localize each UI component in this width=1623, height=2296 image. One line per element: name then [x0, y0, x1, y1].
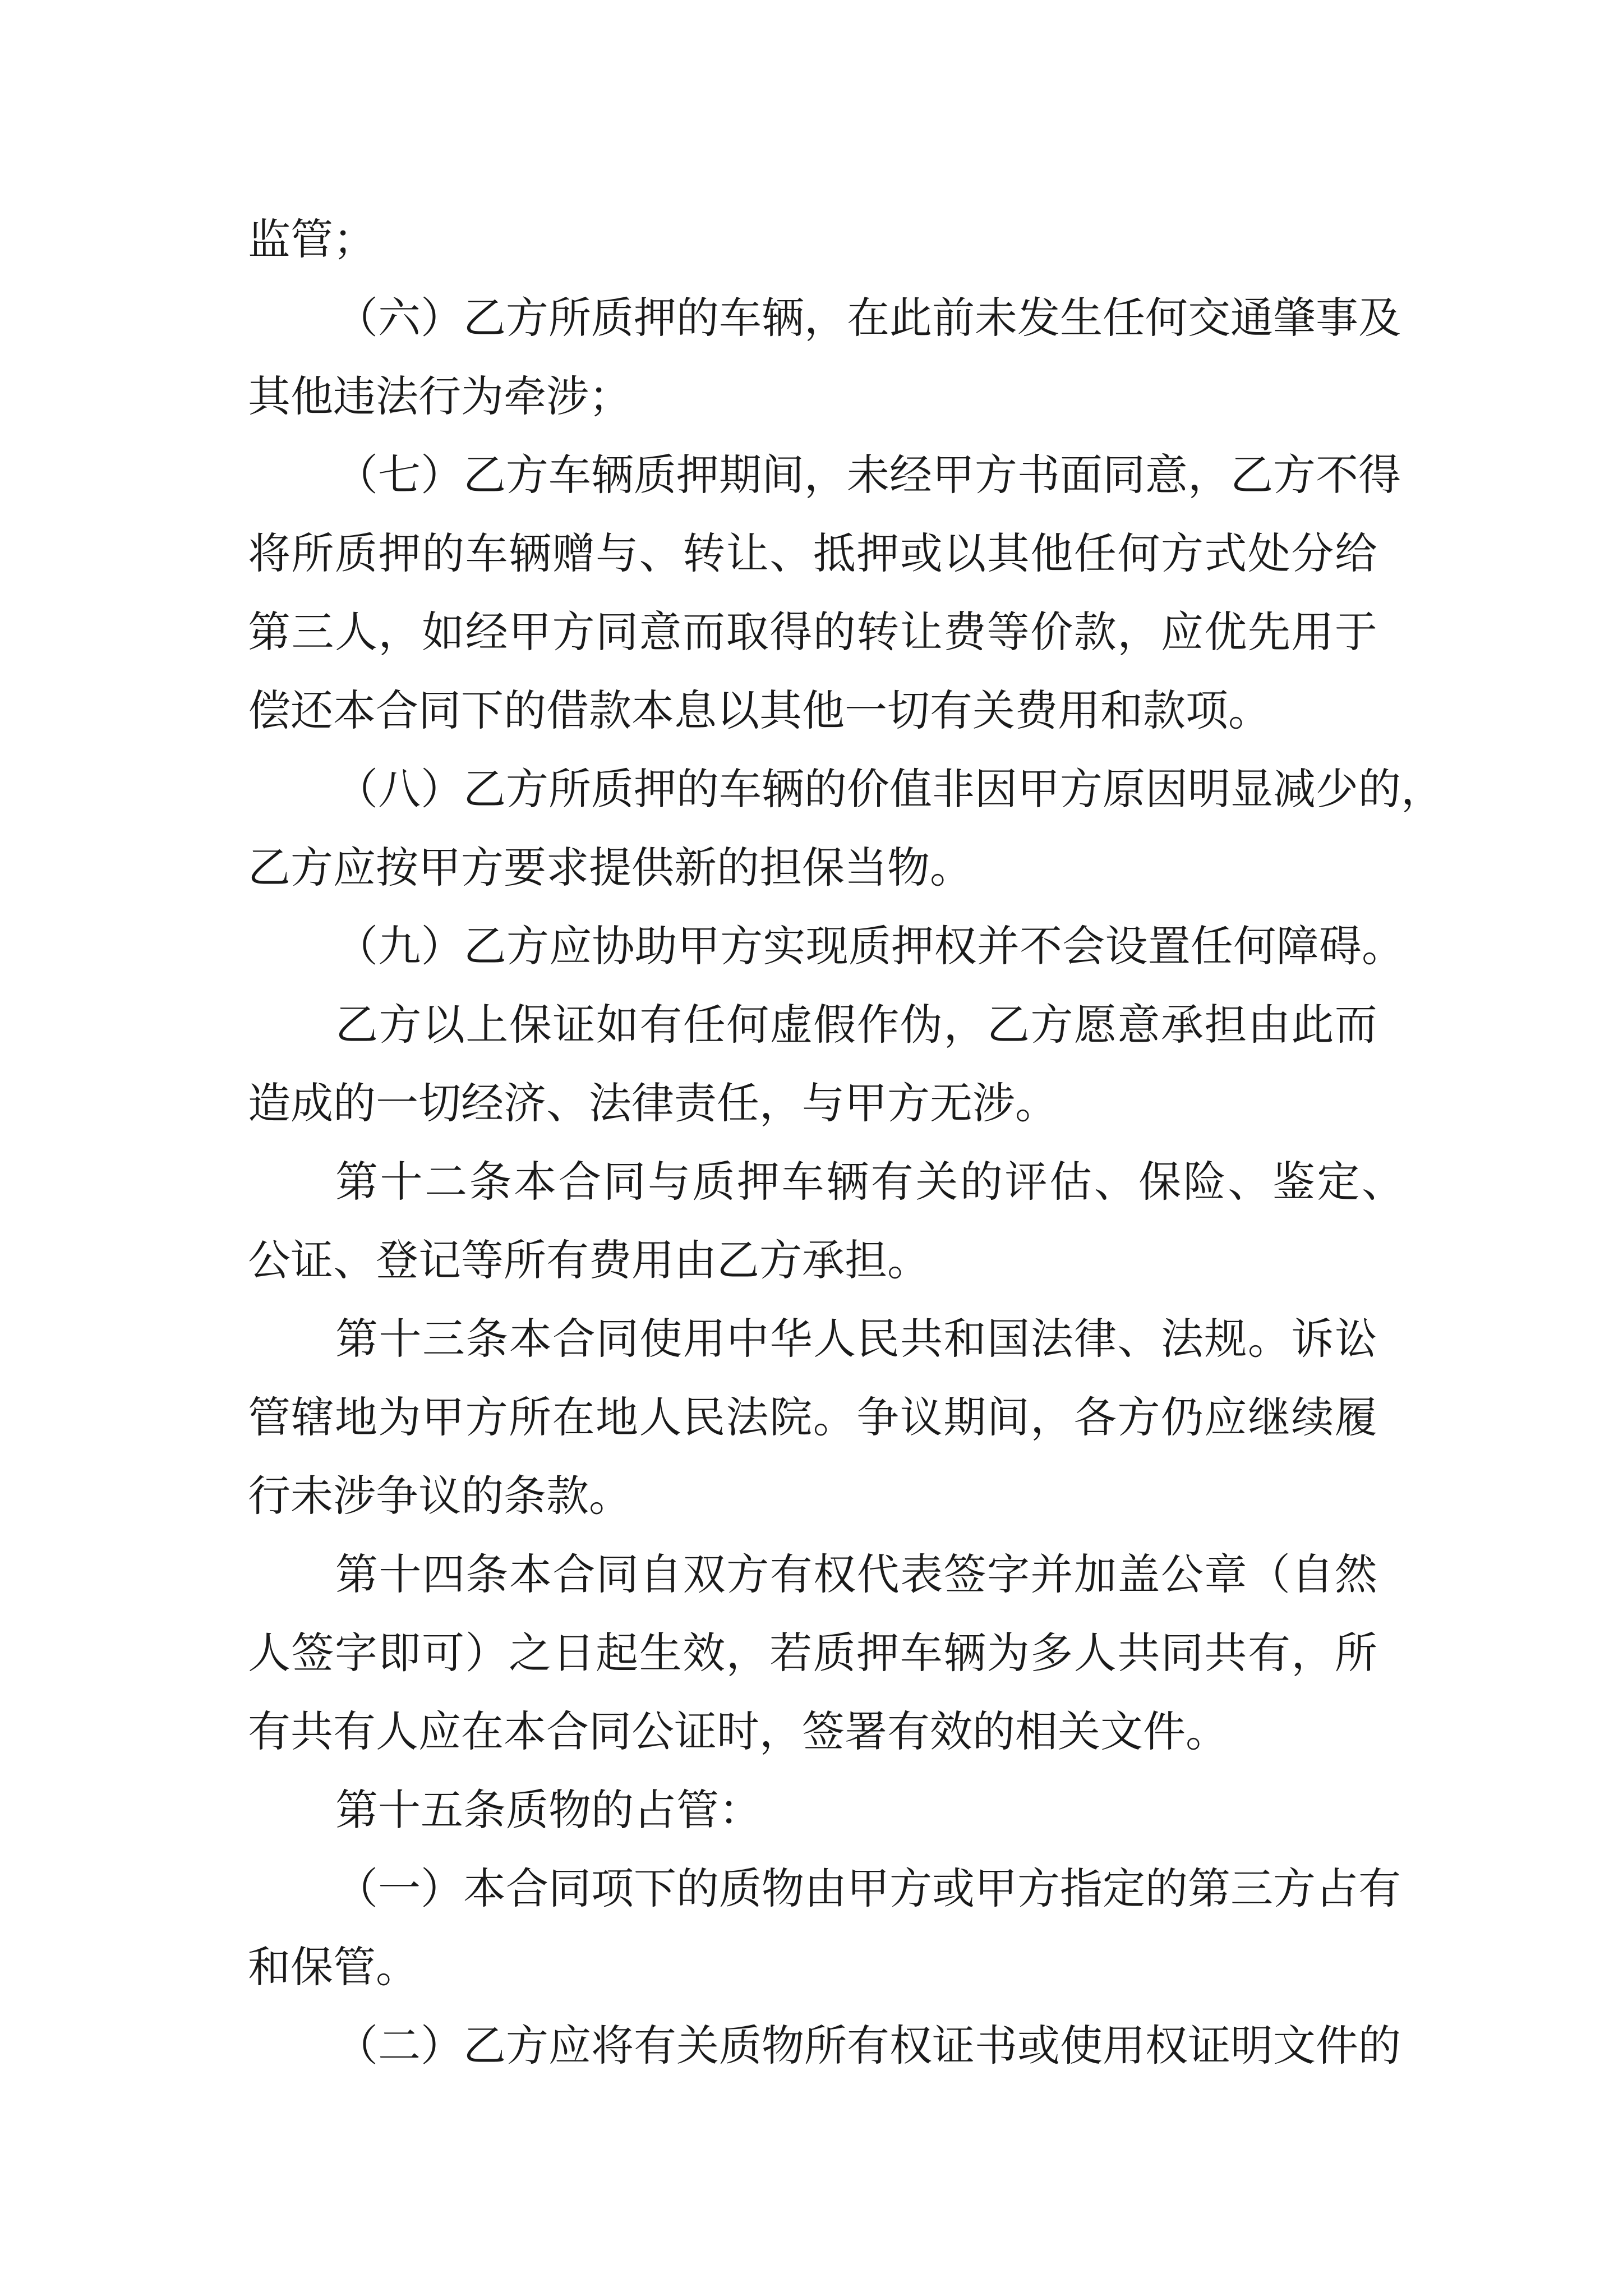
text-line-10: （ 九 ） 乙 方 应 协 助 甲 方 实 现 质 押 权 并 不 会 设 置 任 何 障 碍 。: [335, 921, 1404, 971]
text-line-2: （ 六 ） 乙 方 所 质 押 的 车 辆 ， 在 此 前 未 发 生 任 何 交 通 肇 事 及: [335, 293, 1401, 343]
text-line-18: 第 十 四 条 本 合 同 自 双 方 有 权 代 表 签 字 并 加 盖 公 章 （ 自 然: [335, 1549, 1377, 1599]
text-line-23: 和保管。: [248, 1942, 418, 1992]
text-line-3: 其他违法行为牵涉；: [248, 371, 631, 421]
text-line-4: （ 七 ） 乙 方 车 辆 质 押 期 间 ， 未 经 甲 方 书 面 同 意 ， 乙 方 不 得: [335, 450, 1401, 500]
text-line-13: 第 十 二 条 本 合 同 与 质 押 车 辆 有 关 的 评 估 、 保 险 、 鉴 定 、: [335, 1157, 1404, 1207]
text-line-20: 有共有人应在本合同公证时，签署有效的相关文件。: [248, 1706, 1228, 1756]
text-line-8: （ 八 ） 乙 方 所 质 押 的 车 辆 的 价 值 非 因 甲 方 原 因 明 显 减 少 的 ，: [335, 764, 1444, 814]
text-line-24: （ 二 ） 乙 方 应 将 有 关 质 物 所 有 权 证 书 或 使 用 权 证 明 文 件 的: [335, 2021, 1401, 2070]
text-line-5: 将 所 质 押 的 车 辆 赠 与 、 转 让 、 抵 押 或 以 其 他 任 何 方 式 处 分 给: [248, 528, 1377, 578]
text-line-1: 监管；: [248, 214, 376, 264]
text-line-22: （ 一 ） 本 合 同 项 下 的 质 物 由 甲 方 或 甲 方 指 定 的 第 三 方 占 有: [335, 1864, 1401, 1913]
text-line-12: 造成的一切经济、法律责任，与甲方无涉。: [248, 1078, 1058, 1128]
text-line-11: 乙 方 以 上 保 证 如 有 任 何 虚 假 作 伪 ， 乙 方 愿 意 承 担 由 此 而: [335, 1000, 1377, 1050]
text-line-14: 公证、登记等所有费用由乙方承担。: [248, 1235, 930, 1285]
text-line-15: 第 十 三 条 本 合 同 使 用 中 华 人 民 共 和 国 法 律 、 法 规 。 诉 讼: [335, 1314, 1377, 1364]
text-line-19: 人 签 字 即 可 ） 之 日 起 生 效 ， 若 质 押 车 辆 为 多 人 共 同 共 有 ， 所: [248, 1628, 1377, 1678]
text-line-17: 行未涉争议的条款。: [248, 1471, 631, 1521]
text-line-6: 第 三 人 ， 如 经 甲 方 同 意 而 取 得 的 转 让 费 等 价 款 ， 应 优 先 用 于: [248, 607, 1377, 657]
text-line-21: 第十五条质物的占管：: [335, 1785, 762, 1835]
text-line-16: 管 辖 地 为 甲 方 所 在 地 人 民 法 院 。 争 议 期 间 ， 各 方 仍 应 继 续 履: [248, 1392, 1377, 1442]
text-line-7: 偿还本合同下的借款本息以其他一切有关费用和款项。: [248, 685, 1271, 735]
text-line-9: 乙方应按甲方要求提供新的担保当物。: [248, 843, 972, 892]
